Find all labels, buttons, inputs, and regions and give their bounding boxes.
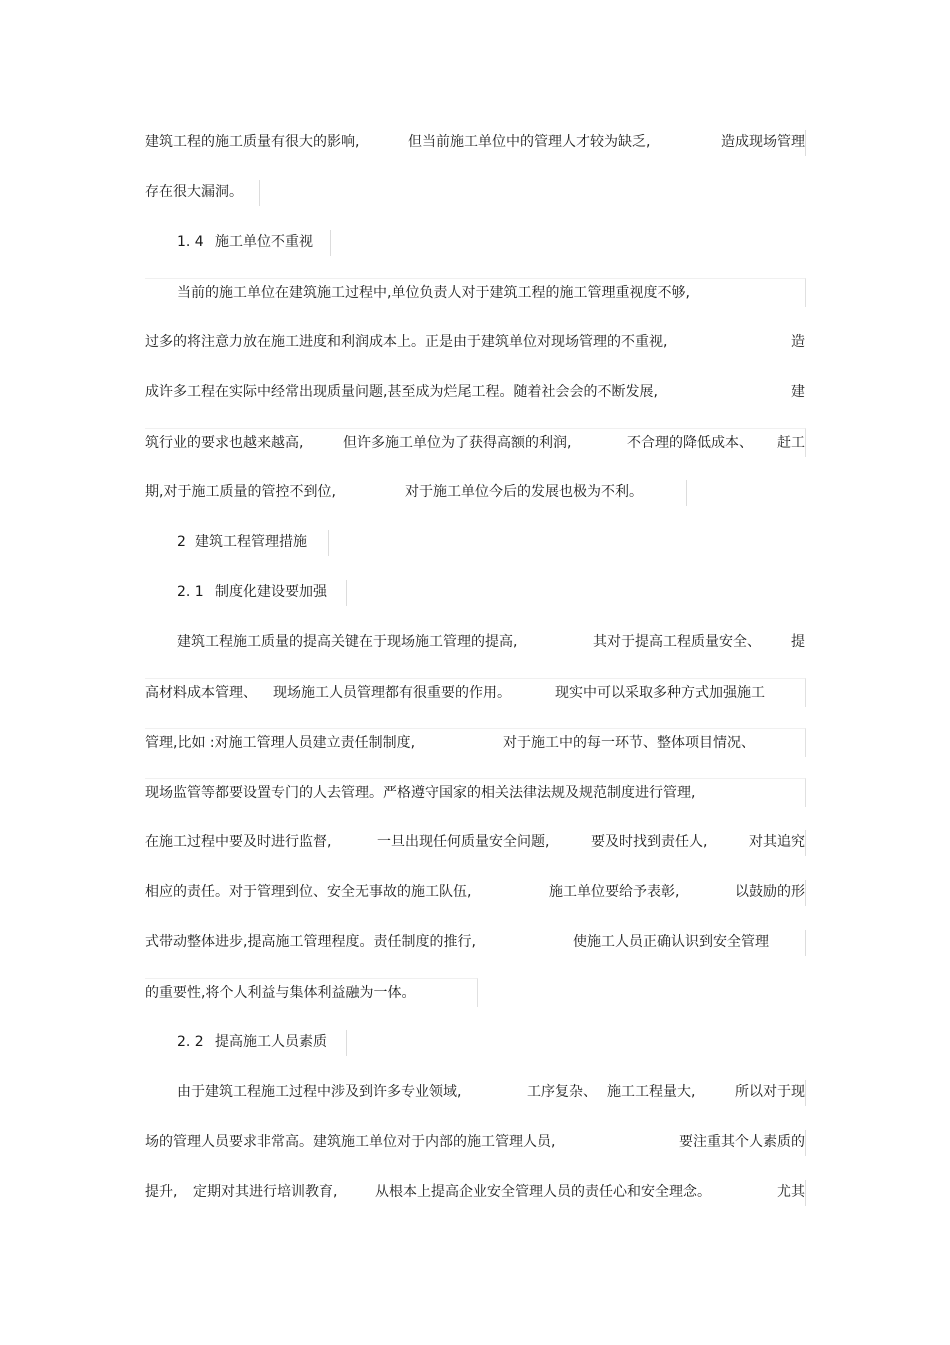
text-run: 现场施工人员管理都有很重要的作用。	[273, 685, 511, 701]
section-heading	[145, 528, 805, 556]
section-number: 2. 2	[177, 1034, 204, 1050]
body-line	[145, 278, 806, 307]
text-run: 现场监管等都要设置专门的人去管理。严格遵守国家的相关法律法规及规范制度进行管理,	[145, 785, 696, 801]
body-line	[145, 828, 805, 856]
text-run: 建筑工程施工质量的提高关键在于现场施工管理的提高,	[177, 634, 518, 650]
text-run: 所以对于现	[735, 1084, 805, 1100]
text-run: 提	[791, 634, 805, 650]
text-run: 定期对其进行培训教育,	[193, 1184, 338, 1200]
body-line	[145, 1178, 805, 1206]
text-run: 不合理的降低成本、	[627, 435, 753, 451]
text-run: 当前的施工单位在建筑施工过程中,单位负责人对于建筑工程的施工管理重视度不够,	[177, 285, 690, 301]
divider	[346, 1030, 347, 1056]
text-run: 提升,	[145, 1184, 178, 1200]
section-title: 建筑工程管理措施	[195, 534, 307, 550]
text-run: 存在很大漏洞。	[145, 184, 243, 200]
body-line	[145, 978, 478, 1007]
divider	[805, 1180, 806, 1206]
text-run: 过多的将注意力放在施工进度和利润成本上。正是由于建筑单位对现场管理的不重视,	[145, 334, 668, 350]
body-line	[145, 678, 806, 707]
divider	[330, 230, 331, 256]
text-run: 对于施工单位今后的发展也极为不利。	[405, 484, 643, 500]
text-run: 要及时找到责任人,	[591, 834, 708, 850]
body-line	[145, 328, 805, 356]
divider	[805, 880, 806, 906]
divider	[259, 180, 260, 206]
text-run: 筑行业的要求也越来越高,	[145, 435, 304, 451]
text-run: 期,对于施工质量的管控不到位,	[145, 484, 336, 500]
section-title: 制度化建设要加强	[215, 584, 327, 600]
text-run: 成许多工程在实际中经常出现质量问题,甚至成为烂尾工程。随着社会会的不断发展,	[145, 384, 658, 400]
text-run: 管理,比如 :对施工管理人员建立责任制制度,	[145, 735, 416, 751]
section-number: 1. 4	[177, 234, 204, 250]
text-run: 施工单位要给予表彰,	[549, 884, 680, 900]
section-number: 2	[177, 534, 186, 550]
text-run: 在施工过程中要及时进行监督,	[145, 834, 332, 850]
text-run: 现实中可以采取多种方式加强施工	[555, 685, 765, 701]
text-run: 但当前施工单位中的管理人才较为缺乏,	[408, 134, 651, 150]
text-run: 但许多施工单位为了获得高额的利润,	[343, 435, 572, 451]
text-run: 相应的责任。对于管理到位、安全无事故的施工队伍,	[145, 884, 472, 900]
text-run: 以鼓励的形	[735, 884, 805, 900]
text-run: 工序复杂、	[527, 1084, 597, 1100]
body-line	[145, 778, 806, 807]
divider	[686, 480, 687, 506]
body-line	[145, 378, 805, 406]
divider	[805, 130, 806, 156]
text-run: 对于施工中的每一环节、整体项目情况、	[503, 735, 755, 751]
body-line	[145, 628, 805, 656]
section-number: 2. 1	[177, 584, 204, 600]
section-heading	[145, 228, 805, 256]
divider	[805, 1080, 806, 1106]
text-run: 高材料成本管理、	[145, 685, 257, 701]
text-run: 建筑工程的施工质量有很大的影响,	[145, 134, 360, 150]
body-line	[145, 1078, 805, 1106]
text-run: 一旦出现任何质量安全问题,	[377, 834, 550, 850]
text-run: 式带动整体进步,提高施工管理程度。责任制度的推行,	[145, 934, 476, 950]
body-line	[145, 178, 805, 206]
text-run: 使施工人员正确认识到安全管理	[573, 934, 769, 950]
body-line	[145, 478, 805, 506]
divider	[805, 830, 806, 856]
text-run: 造成现场管理	[721, 134, 805, 150]
text-run: 施工工程量大,	[607, 1084, 696, 1100]
section-title: 提高施工人员素质	[215, 1034, 327, 1050]
body-line	[145, 728, 806, 757]
text-run: 场的管理人员要求非常高。建筑施工单位对于内部的施工管理人员,	[145, 1134, 556, 1150]
divider	[805, 930, 806, 956]
text-run: 赶工	[777, 435, 805, 451]
body-line	[145, 878, 805, 906]
text-run: 从根本上提高企业安全管理人员的责任心和安全理念。	[375, 1184, 711, 1200]
body-line	[145, 128, 805, 156]
text-run: 其对于提高工程质量安全、	[593, 634, 761, 650]
body-line	[145, 928, 805, 956]
body-line	[145, 428, 806, 457]
body-line	[145, 1128, 805, 1156]
section-heading	[145, 1028, 805, 1056]
text-run: 建	[791, 384, 805, 400]
text-run: 尤其	[777, 1184, 805, 1200]
text-run: 要注重其个人素质的	[679, 1134, 805, 1150]
section-heading	[145, 578, 805, 606]
divider	[805, 1130, 806, 1156]
divider	[328, 530, 329, 556]
section-title: 施工单位不重视	[215, 234, 313, 250]
text-run: 对其追究	[749, 834, 805, 850]
text-run: 的重要性,将个人利益与集体利益融为一体。	[145, 985, 416, 1001]
divider	[346, 580, 347, 606]
text-run: 造	[791, 334, 805, 350]
text-run: 由于建筑工程施工过程中涉及到许多专业领域,	[177, 1084, 462, 1100]
